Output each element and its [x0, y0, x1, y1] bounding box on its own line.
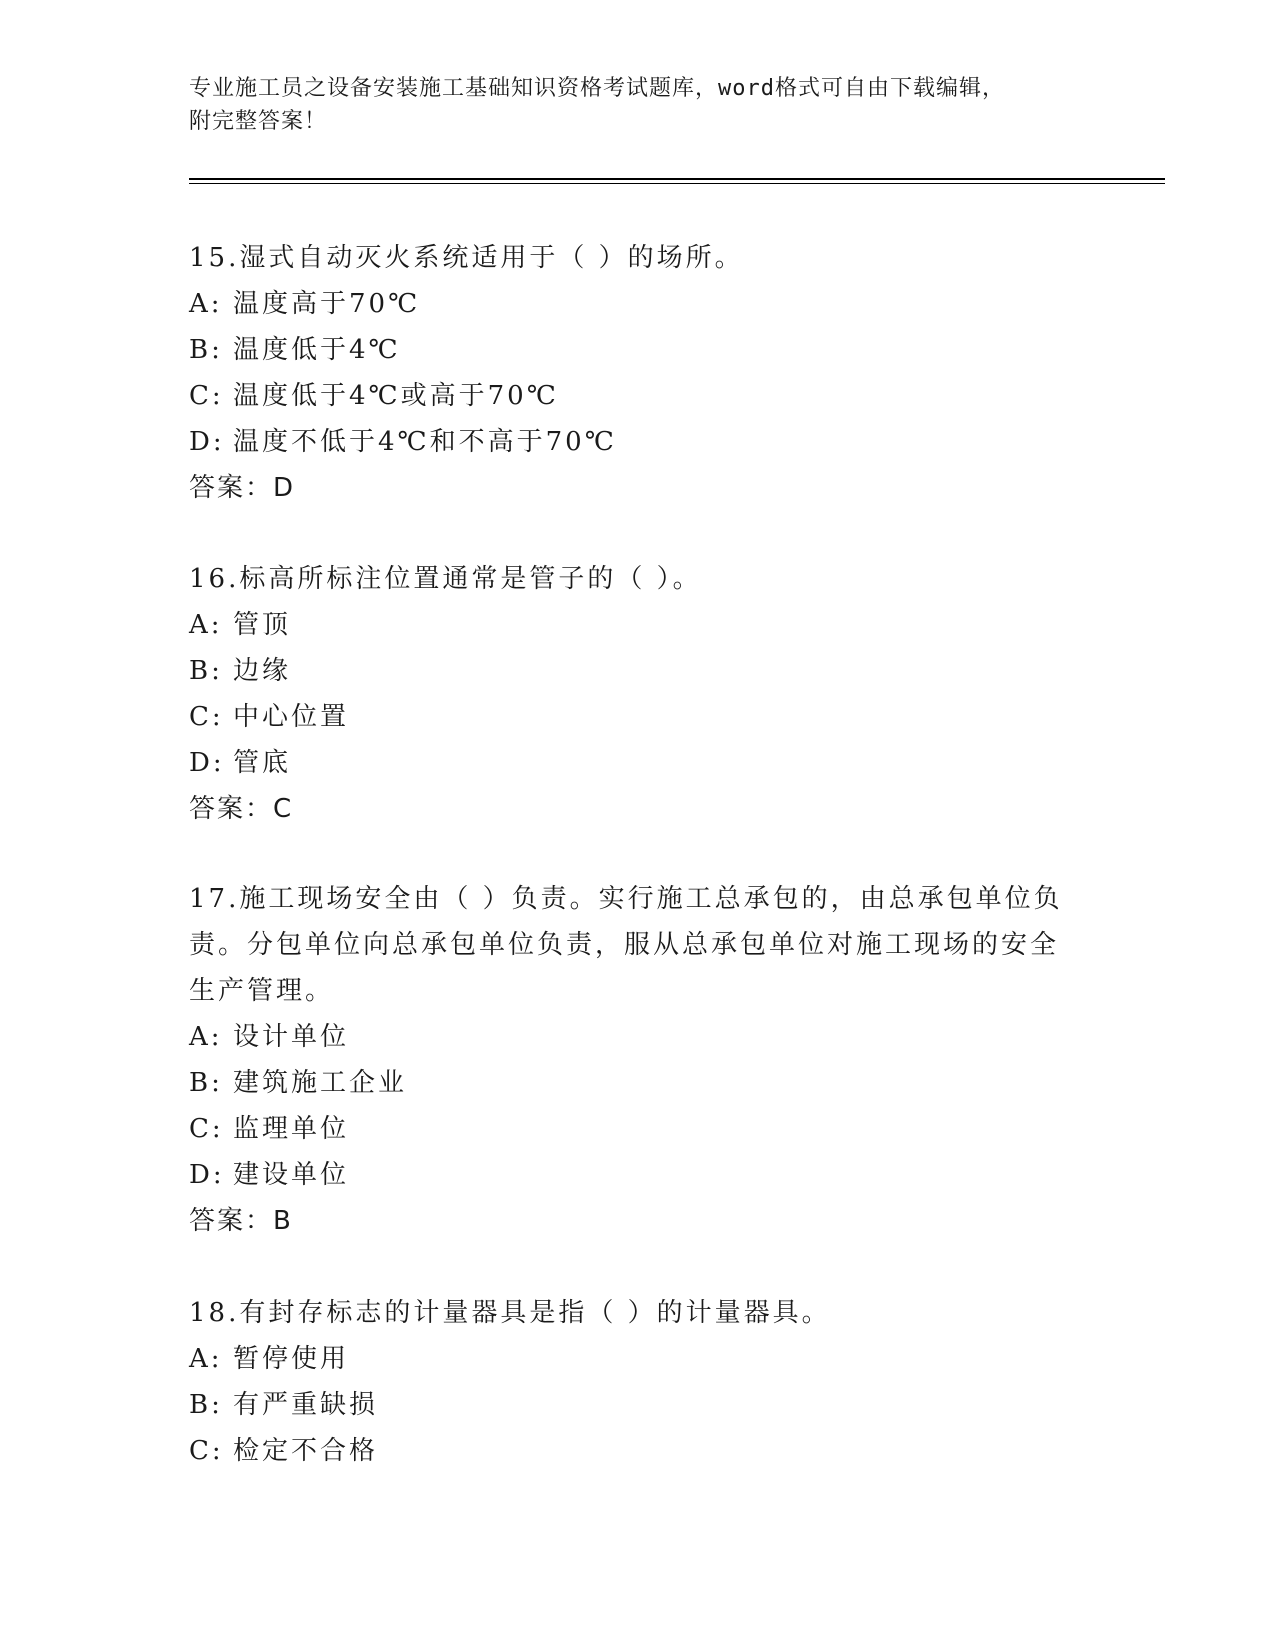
option-c: [189, 1428, 1069, 1474]
question-stem: 16.标高所标注位置通常是管子的（ ）。: [189, 564, 702, 594]
option-text: 检定不合格: [233, 1436, 379, 1466]
option-text: 监理单位: [233, 1114, 350, 1144]
header-divider-thin: [189, 183, 1165, 184]
option-b: [189, 1060, 1069, 1106]
option-key: C:: [189, 1114, 224, 1144]
option-key: C:: [189, 1436, 224, 1466]
option-text: 边缘: [233, 656, 292, 686]
question-stem: 18.有封存标志的计量器具是指（ ）的计量器具。: [189, 1298, 831, 1328]
option-key: C:: [189, 702, 224, 732]
option-text: 中心位置: [233, 702, 350, 732]
option-key: A:: [189, 610, 223, 640]
question-stem-line-2: 责。分包单位向总承包单位负责，服从总承包单位对施工现场的安全: [189, 930, 1060, 960]
option-key: B:: [189, 656, 223, 686]
option-key: A:: [189, 1022, 223, 1052]
option-b: [189, 648, 1069, 694]
option-key: A:: [189, 1344, 223, 1374]
option-b: [189, 1382, 1069, 1428]
option-a: [189, 1014, 1069, 1060]
option-key: D:: [189, 427, 225, 457]
option-a: [189, 602, 1069, 648]
option-key: D:: [189, 748, 225, 778]
option-text: 暂停使用: [233, 1344, 350, 1374]
option-text: 管顶: [233, 610, 292, 640]
option-text: 设计单位: [233, 1022, 350, 1052]
option-c: [189, 694, 1069, 740]
option-text: 温度不低于4℃和不高于70℃: [233, 427, 617, 457]
answer-line: 答案：C: [189, 794, 294, 824]
question-17: [189, 876, 1069, 1244]
question-stem: 15.湿式自动灭火系统适用于（ ）的场所。: [189, 243, 744, 273]
option-text: 管底: [233, 748, 292, 778]
option-key: B:: [189, 1390, 223, 1420]
question-16: [189, 556, 1069, 832]
document-header: [189, 72, 1069, 138]
answer-line: 答案：D: [189, 473, 296, 503]
option-key: A:: [189, 289, 223, 319]
option-key: B:: [189, 335, 223, 365]
option-text: 温度低于4℃或高于70℃: [233, 381, 559, 411]
option-c: [189, 1106, 1069, 1152]
option-d: [189, 419, 1069, 465]
option-c: [189, 373, 1069, 419]
header-line-2: 附完整答案！: [189, 109, 328, 134]
option-a: [189, 281, 1069, 327]
option-text: 温度高于70℃: [233, 289, 421, 319]
question-18: [189, 1290, 1069, 1474]
header-divider-thick: [189, 178, 1165, 180]
question-15: [189, 235, 1069, 511]
option-text: 建筑施工企业: [233, 1068, 408, 1098]
option-d: [189, 740, 1069, 786]
option-d: [189, 1152, 1069, 1198]
option-a: [189, 1336, 1069, 1382]
option-text: 温度低于4℃: [233, 335, 401, 365]
answer-line: 答案：B: [189, 1206, 293, 1236]
question-stem-line-3: 生产管理。: [189, 976, 335, 1006]
option-key: D:: [189, 1160, 225, 1190]
header-line-1: 专业施工员之设备安装施工基础知识资格考试题库，word格式可自由下载编辑，: [189, 76, 1005, 101]
option-b: [189, 327, 1069, 373]
option-text: 有严重缺损: [233, 1390, 379, 1420]
option-key: C:: [189, 381, 224, 411]
option-key: B:: [189, 1068, 223, 1098]
question-stem-line-1: 17.施工现场安全由（ ）负责。实行施工总承包的，由总承包单位负: [189, 884, 1063, 914]
option-text: 建设单位: [233, 1160, 350, 1190]
